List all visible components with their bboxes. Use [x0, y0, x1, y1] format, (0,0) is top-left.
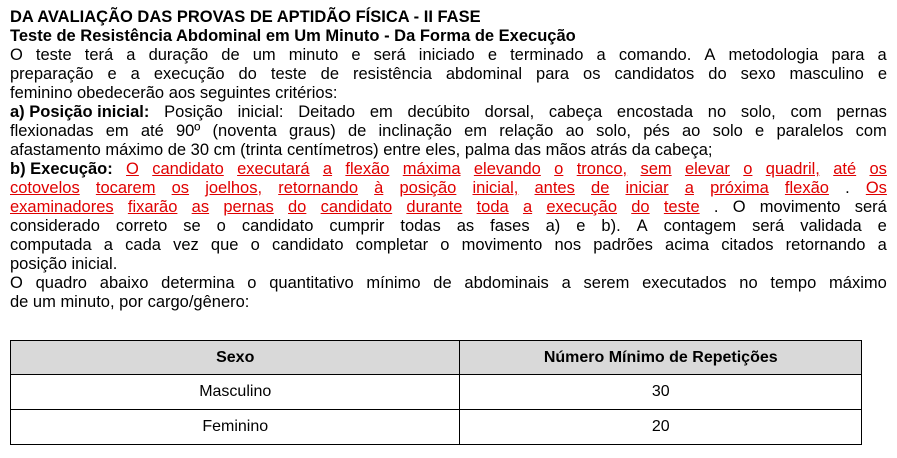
word: resistência: [353, 65, 432, 83]
word: cumprir: [329, 217, 385, 235]
word: flexão: [784, 179, 829, 197]
word: o: [216, 217, 226, 235]
word: tocarem: [95, 179, 156, 197]
word: se: [183, 217, 201, 235]
item-a-line: [10, 103, 887, 122]
word: metodologia: [728, 46, 819, 64]
word: máximo: [829, 274, 887, 292]
word: será: [752, 217, 785, 235]
item-a-line: [10, 122, 887, 141]
word: execução: [546, 198, 618, 216]
word: e: [351, 46, 361, 64]
word: O: [10, 46, 23, 64]
word: inclinação: [378, 122, 452, 140]
word: a: [877, 46, 887, 64]
word: a: [126, 46, 136, 64]
word: solo,: [740, 103, 776, 121]
word: O: [126, 160, 139, 178]
word: elevando: [473, 160, 541, 178]
word: decúbito: [407, 103, 470, 121]
word: de: [320, 65, 339, 83]
word: com: [790, 103, 822, 121]
word: serem: [583, 274, 630, 292]
word: examinadores: [10, 198, 114, 216]
word: à: [374, 179, 384, 197]
word: posição: [399, 179, 457, 197]
word: o: [247, 274, 257, 292]
word: até: [833, 160, 857, 178]
word: de: [433, 274, 452, 292]
word: do: [288, 198, 307, 216]
word: O: [10, 274, 23, 292]
word: dorsal,: [484, 103, 535, 121]
word: executará: [237, 160, 310, 178]
word: candidatos: [614, 65, 695, 83]
word: para: [831, 46, 865, 64]
item-a-line: afastamento máximo de 30 cm (trinta centímetros) entre eles, palma das mãos atrás da cabeça;: [10, 141, 713, 159]
word: o: [250, 236, 260, 254]
word: de: [591, 179, 610, 197]
word: duração: [148, 46, 209, 64]
word: A: [704, 46, 716, 64]
word: durante: [406, 198, 463, 216]
word: e: [576, 217, 586, 235]
table-header-row: [11, 341, 862, 375]
word: terminado: [510, 46, 584, 64]
word: no: [739, 274, 758, 292]
word: próxima: [710, 179, 769, 197]
word: candidato: [320, 198, 393, 216]
word: (noventa: [212, 122, 277, 140]
word: determina: [161, 274, 235, 292]
word: a: [103, 236, 113, 254]
word: completar: [355, 236, 429, 254]
word: flexão: [345, 160, 390, 178]
word: solo,: [596, 122, 631, 140]
word: execução: [153, 65, 225, 83]
word: masculino: [789, 65, 864, 83]
word: joelhos,: [205, 179, 263, 197]
word: A: [636, 217, 648, 235]
section-subheading: Teste de Resistência Abdominal em Um Minuto - Da Forma de Execução: [10, 27, 576, 45]
closing-line: de um minuto, por cargo/gênero:: [10, 293, 250, 311]
word: será: [373, 46, 406, 64]
closing-line: [10, 274, 887, 293]
word: a): [545, 217, 561, 235]
word: será: [854, 198, 887, 216]
table-row: [11, 410, 862, 445]
word: iniciado: [418, 46, 475, 64]
word: sem: [640, 160, 672, 178]
word: Posição: [164, 103, 223, 121]
word: acima: [665, 236, 710, 254]
column-header-repeticoes: Número Mínimo de Repetições: [460, 341, 862, 375]
word: paralelos: [776, 122, 844, 140]
word: executados: [642, 274, 727, 292]
word: validada: [800, 217, 862, 235]
word: do: [238, 65, 257, 83]
word: tempo: [770, 274, 817, 292]
word: do: [631, 198, 650, 216]
word: terá: [84, 46, 114, 64]
word: flexionadas: [10, 122, 94, 140]
word: minuto: [288, 46, 339, 64]
word: mínimo: [366, 274, 421, 292]
repetitions-table: [10, 340, 862, 445]
item-b-line: [10, 160, 887, 179]
word: de: [347, 122, 367, 140]
word: do: [708, 65, 727, 83]
word: antes: [534, 179, 575, 197]
word: fixarão: [127, 198, 178, 216]
word: os: [869, 160, 887, 178]
table-cell-sexo: Feminino: [11, 410, 460, 445]
word: correto: [115, 217, 168, 235]
word: toda: [476, 198, 509, 216]
word: em: [369, 103, 393, 121]
word: abdominal: [445, 65, 523, 83]
word: padrões: [593, 236, 653, 254]
word: de: [221, 46, 240, 64]
word: teste: [270, 65, 307, 83]
word: e: [487, 46, 498, 64]
item-a-label: a) Posição inicial:: [10, 103, 150, 121]
item-b-line: [10, 198, 887, 217]
word: abdominais: [464, 274, 549, 292]
word: nos: [554, 236, 582, 254]
word: os: [583, 65, 601, 83]
item-b-line: [10, 236, 887, 255]
word: e: [877, 217, 887, 235]
word: em: [105, 122, 129, 140]
word: .: [713, 198, 719, 216]
word: a: [596, 46, 606, 64]
word: as: [456, 217, 475, 235]
table-cell-repeticoes: 30: [460, 375, 862, 410]
word: a: [561, 274, 571, 292]
word: para: [536, 65, 570, 83]
word: considerado: [10, 217, 100, 235]
word: as: [191, 198, 210, 216]
word: ao: [682, 122, 701, 140]
word: abaixo: [99, 274, 149, 292]
highlighted-text: Os: [865, 179, 887, 197]
word: candidato: [152, 160, 224, 178]
word: teste: [35, 46, 72, 64]
word: e: [107, 65, 117, 83]
word: quadril,: [765, 160, 820, 178]
word: cada: [125, 236, 161, 254]
word: todas: [400, 217, 441, 235]
word: retornando: [785, 236, 866, 254]
word: retornando: [278, 179, 359, 197]
word: pernas: [836, 103, 887, 121]
word: 90º: [175, 122, 201, 140]
word: a: [130, 65, 140, 83]
word: citados: [721, 236, 774, 254]
table-cell-sexo: Masculino: [11, 375, 460, 410]
word: solo: [712, 122, 743, 140]
word: quantitativo: [269, 274, 354, 292]
word: relação: [499, 122, 554, 140]
word: a: [322, 160, 333, 178]
word: comando.: [618, 46, 692, 64]
paragraph-line: [10, 46, 887, 65]
word: graus): [288, 122, 336, 140]
item-b-line: [10, 179, 887, 198]
word: contagem: [663, 217, 737, 235]
word: os: [171, 179, 190, 197]
paragraph-line: feminino obedecerão aos seguintes critérios:: [10, 84, 338, 102]
word: e: [877, 65, 887, 83]
word: b).: [601, 217, 621, 235]
word: e: [755, 122, 765, 140]
word: pés: [643, 122, 670, 140]
word: ao: [565, 122, 584, 140]
item-b-line: [10, 217, 887, 236]
word: a: [522, 198, 533, 216]
word: com: [855, 122, 887, 140]
word: o: [554, 160, 564, 178]
word: a: [684, 179, 694, 197]
word: vez: [173, 236, 199, 254]
item-b-label: b) Execução:: [10, 160, 113, 178]
word: cabeça: [548, 103, 603, 121]
word: elevar: [684, 160, 730, 178]
column-header-sexo: Sexo: [11, 341, 460, 375]
word: O: [732, 198, 746, 216]
word: sexo: [740, 65, 776, 83]
word: um: [252, 46, 276, 64]
word: cotovelos: [10, 179, 80, 197]
table-row: [11, 375, 862, 410]
word: movimento: [759, 198, 841, 216]
word: candidato: [241, 217, 314, 235]
table-cell-repeticoes: 20: [460, 410, 862, 445]
word: iniciar: [625, 179, 669, 197]
word: em: [464, 122, 488, 140]
word: o: [743, 160, 753, 178]
word: quadro: [35, 274, 87, 292]
word: computada: [10, 236, 92, 254]
word: que: [210, 236, 239, 254]
word: inicial,: [472, 179, 519, 197]
word: teste: [663, 198, 700, 216]
word: máxima: [402, 160, 461, 178]
word: inicial:: [237, 103, 284, 121]
word: até: [140, 122, 164, 140]
word: tronco,: [576, 160, 628, 178]
word: a: [877, 236, 887, 254]
word: movimento: [461, 236, 543, 254]
word: o: [440, 236, 450, 254]
word: pernas: [223, 198, 274, 216]
word: candidato: [271, 236, 344, 254]
word: no: [707, 103, 727, 121]
item-b-line: posição inicial.: [10, 255, 118, 273]
word: encostada: [616, 103, 694, 121]
word: fases: [490, 217, 530, 235]
section-heading: DA AVALIAÇÃO DAS PROVAS DE APTIDÃO FÍSICA - II FASE: [10, 8, 481, 26]
word: Deitado: [298, 103, 356, 121]
punctuation: .: [845, 179, 850, 197]
word: preparação: [10, 65, 94, 83]
paragraph-line: [10, 65, 887, 84]
